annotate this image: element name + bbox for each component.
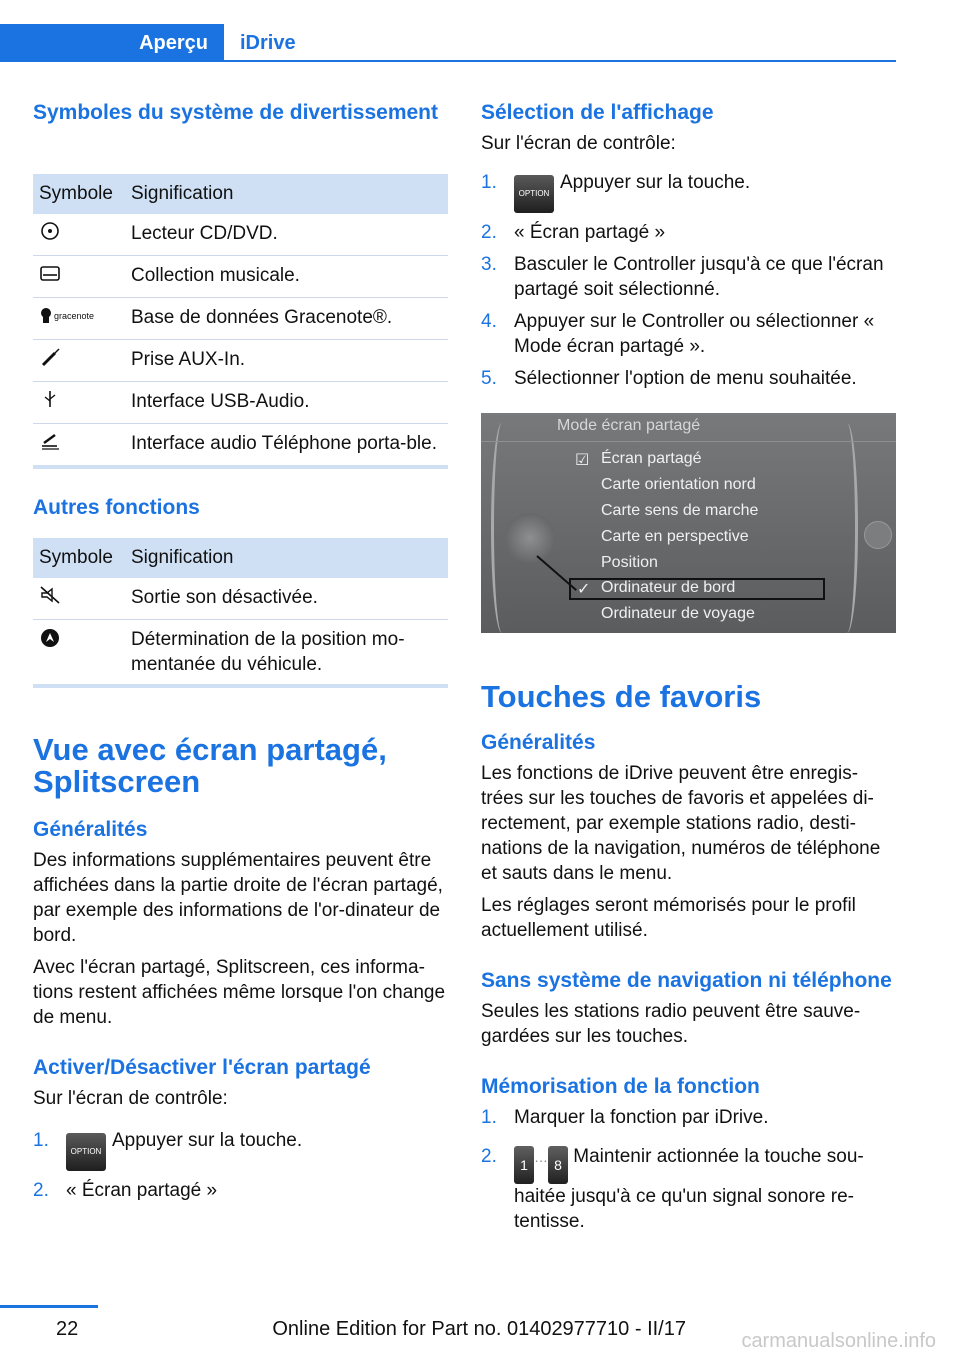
sound-off-icon (39, 585, 61, 605)
table-row: Prise AUX-In. (33, 340, 448, 382)
paragraph: Avec l'écran partagé, Splitscreen, ces informa‐tions restent affichées même lorsque l'on change de menu. (33, 957, 446, 1028)
section-title-other-functions: Autres fonctions (33, 496, 200, 519)
watermark: carmanualsonline.info (741, 1330, 936, 1352)
list-item: 1. OPTIONAppuyer sur la touche. (481, 170, 896, 213)
table-row: Collection musicale. (33, 256, 448, 298)
menu-item: Ordinateur de voyage (601, 605, 755, 622)
table-row: Interface USB-Audio. (33, 382, 448, 424)
table-row: Interface audio Téléphone porta‐ble. (33, 424, 448, 468)
table-row: Lecteur CD/DVD. (33, 214, 448, 256)
paragraph: Sur l'écran de contrôle: (481, 133, 676, 154)
list-item: 2. « Écran partagé » (481, 222, 666, 243)
paragraph: Seules les stations radio peuvent être sauve‐gardées sur les touches. (481, 1001, 861, 1047)
heading-splitscreen: Vue avec écran partagé, Splitscreen (33, 732, 387, 799)
section-title-display-selection: Sélection de l'affichage (481, 101, 714, 124)
paragraph: Sur l'écran de contrôle: (33, 1088, 228, 1109)
split-screen-menu-illustration (481, 413, 896, 633)
memorize-steps (481, 1105, 896, 1234)
paragraph: Des informations supplémentaires peuvent être affichées dans la partie droite de l'écran partagé, par exemple des informations de l'or‐dinateur de bord. (33, 850, 443, 946)
table-row: Sortie son désactivée. (33, 578, 448, 620)
activate-steps (33, 1128, 448, 1203)
tab-apercu[interactable]: Aperçu (0, 24, 224, 62)
ellipsis: … (534, 1149, 548, 1165)
list-item: 4. Appuyer sur le Controller ou sélectionner « Mode écran partagé ». (481, 311, 875, 357)
music-collection-icon (39, 263, 61, 283)
menu-item: Carte sens de marche (601, 502, 759, 519)
subheading-activate: Activer/Désactiver l'écran partagé (33, 1056, 371, 1079)
symbols-table (33, 174, 448, 469)
screen-divider (481, 441, 896, 442)
checkbox-checked-icon: ☑ (575, 452, 590, 469)
heading-favorites: Touches de favoris (481, 679, 762, 714)
menu-item: ☑ Écran partagé (575, 450, 702, 469)
right-indicator-icon (864, 521, 892, 549)
controller-knob-icon (505, 513, 555, 563)
selection-steps (481, 170, 896, 391)
col-header-meaning: Signification (125, 538, 448, 578)
svg-text:gracenote: gracenote (54, 311, 95, 321)
list-item: 5. Sélectionner l'option de menu souhaitée. (481, 368, 857, 389)
list-item: 3. Basculer le Controller jusqu'à ce que l'écran partagé soit sélectionné. (481, 254, 884, 300)
phone-audio-icon (39, 431, 63, 451)
list-item: 2. 1 … 8 Maintenir actionnée la touche sou‐haitée jusqu'à ce qu'un signal sonore re‐tentisse. (481, 1146, 864, 1232)
paragraph: Les réglages seront mémorisés pour le profil actuellement utilisé. (481, 895, 856, 941)
table-row: Détermination de la position mo‐mentanée du véhicule. (33, 620, 448, 687)
option-key-icon: OPTION (514, 175, 554, 213)
page-header (0, 24, 896, 62)
col-header-meaning: Signification (125, 174, 448, 214)
subheading-generalites: Généralités (33, 818, 148, 841)
pointer-line (536, 555, 577, 591)
subheading-generalites: Généralités (481, 731, 596, 754)
left-column (33, 100, 448, 1210)
table-row: gracenote Base de données Gracenote®. (33, 298, 448, 340)
check-icon: ✓ (577, 581, 591, 598)
favorite-key-1-icon: 1 (514, 1146, 534, 1184)
page-number: 22 (56, 1318, 79, 1340)
screen-arc-right (836, 423, 858, 633)
header-rule (0, 60, 896, 62)
screen-title: Mode écran partagé (557, 417, 701, 434)
gracenote-icon (39, 305, 109, 325)
tab-idrive[interactable]: iDrive (240, 32, 296, 54)
edition-text: Online Edition for Part no. 01402977710 - II/17 (272, 1318, 686, 1340)
section-title-entertainment-symbols: Symboles du système de divertissement (33, 101, 438, 124)
cd-dvd-icon (39, 221, 61, 241)
menu-item: Carte en perspective (601, 528, 749, 545)
list-item: 2. « Écran partagé » (33, 1180, 218, 1201)
subheading-memorize: Mémorisation de la fonction (481, 1075, 760, 1098)
col-header-symbol: Symbole (33, 538, 125, 578)
menu-item: Carte orientation nord (601, 476, 756, 493)
other-functions-table (33, 538, 448, 688)
subheading-no-navigation: Sans système de navigation ni téléphone (481, 969, 892, 992)
position-icon (39, 627, 61, 649)
menu-item: Position (601, 554, 658, 571)
favorite-key-8-icon: 8 (548, 1146, 568, 1184)
right-column (481, 100, 896, 1241)
paragraph: Les fonctions de iDrive peuvent être enregis‐trées sur les touches de favoris et appelées di‐rectement, par exemple stations radio, desti‐nations de la navigation, numéros de téléphone et sauts dans le menu. (481, 763, 881, 884)
list-item: 1. OPTIONAppuyer sur la touche. (33, 1128, 448, 1171)
aux-in-icon (39, 347, 61, 367)
footer-rule (0, 1305, 98, 1308)
col-header-symbol: Symbole (33, 174, 125, 214)
menu-item-selected: ✓ Ordinateur de bord (577, 579, 736, 598)
option-key-icon: OPTION (66, 1133, 106, 1171)
usb-icon (39, 389, 61, 409)
list-item: 1. Marquer la fonction par iDrive. (481, 1107, 769, 1128)
